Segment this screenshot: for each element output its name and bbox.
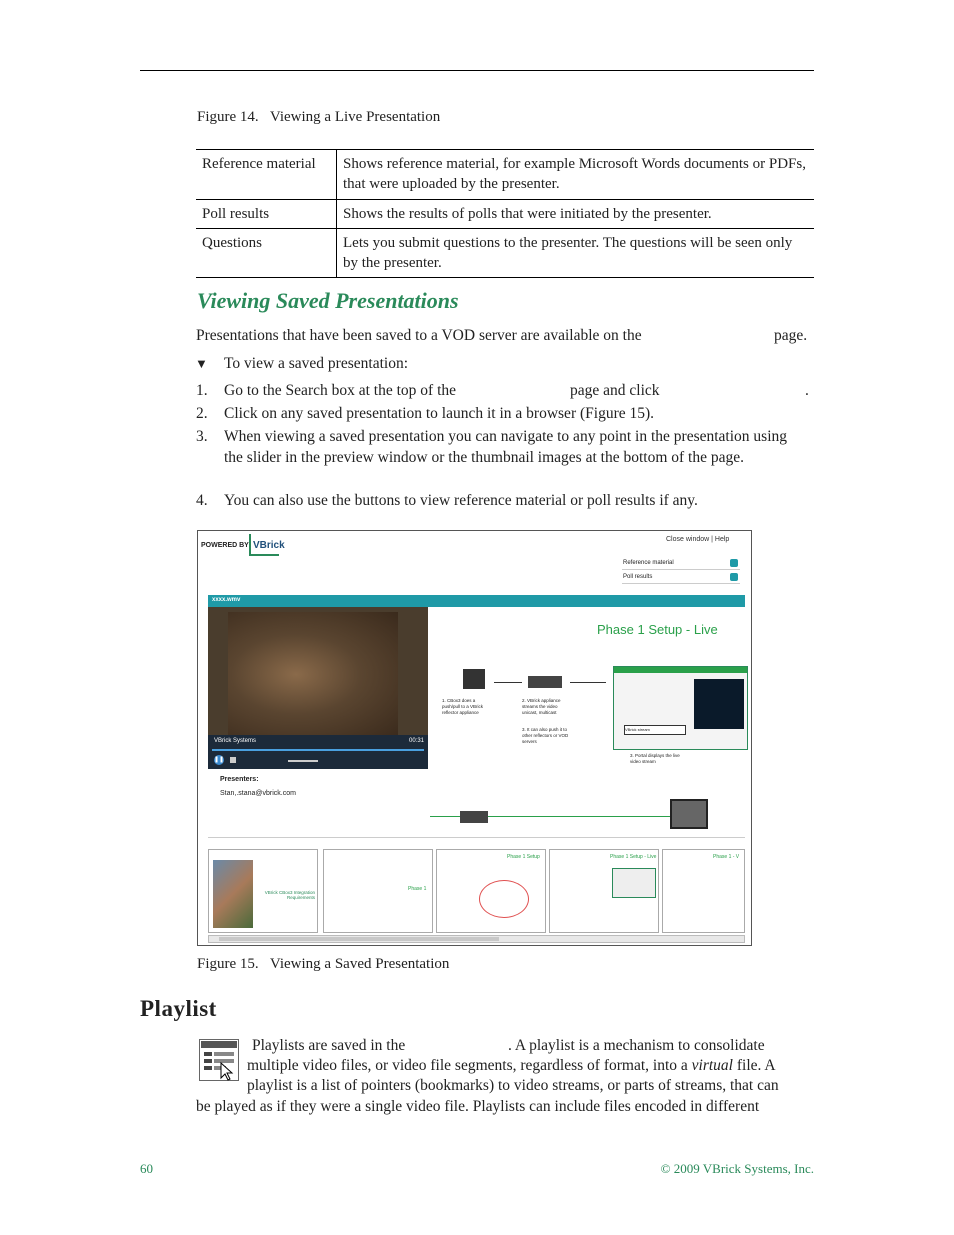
poll-results-label: Poll results	[623, 574, 653, 580]
volume-slider[interactable]	[288, 760, 318, 762]
table-row	[196, 229, 814, 278]
thumbnail-portal	[612, 868, 656, 898]
thumbnail-strip[interactable]	[208, 849, 745, 933]
step-text: You can also use the buttons to view reference material or poll results if any.	[224, 492, 698, 509]
close-window-text[interactable]: Close window	[666, 536, 710, 543]
table-cell-term: Poll results	[196, 200, 337, 229]
slide-step: 3. It can also push it to other reflectors or VOD servers	[522, 727, 569, 744]
thumbnail-label: Phase 1 Setup - Live	[610, 854, 657, 860]
table-row	[196, 150, 814, 200]
section-heading: Viewing Saved Presentations	[197, 288, 459, 313]
step-3	[0, 426, 954, 490]
table-cell-term: Reference material	[196, 150, 337, 200]
task-triangle-icon: ▼	[195, 356, 208, 371]
step-1-text-a: Go to the Search box at the top of the	[224, 382, 457, 399]
server-device-icon	[460, 811, 488, 823]
vbrick-logo: VBrick	[249, 534, 279, 556]
video-player[interactable]	[208, 607, 428, 769]
section-intro-a: Presentations that have been saved to a VOD server are available on the	[196, 327, 642, 344]
table-cell-desc: Lets you submit questions to the presenter. The questions will be seen only by the presenter.	[337, 229, 815, 278]
step-number: 2.	[196, 405, 208, 422]
thumbnail-label: Phase 1 - V	[713, 854, 740, 860]
thumbnail-label: Phase 1 Setup	[507, 854, 540, 860]
step-4	[0, 490, 954, 512]
video-controls	[208, 735, 428, 769]
video-time: 00:31	[408, 738, 424, 744]
seek-slider[interactable]	[212, 749, 424, 751]
powered-by-label: POWERED BY	[201, 542, 249, 549]
table-cell-desc: Shows reference material, for example Microsoft Words documents or PDFs, that were uploaded by the presenter.	[337, 150, 815, 200]
thumbnail-collage	[213, 860, 253, 928]
step-1	[0, 380, 954, 402]
playlist-icon-graphic	[199, 1039, 239, 1081]
reference-table	[196, 149, 814, 278]
monitor-icon	[670, 799, 708, 829]
playlist-line4: be played as if they were a single video file. Playlists can include files encoded in different	[196, 1098, 760, 1115]
presenter-name: Stan,.stana@vbrick.com	[220, 790, 296, 797]
task-title: To view a saved presentation:	[224, 355, 408, 372]
figure-15-title: Viewing a Saved Presentation	[269, 956, 450, 972]
step-1-text-b: page and click	[570, 382, 660, 399]
figure-14-title: Viewing a Live Presentation	[269, 109, 441, 125]
highlight-circle	[479, 880, 529, 918]
step-text: Click on any saved presentation to launch it in a browser (Figure 15).	[224, 405, 655, 422]
help-link[interactable]: Help	[714, 536, 730, 543]
playlist-line1-b: . A playlist is a mechanism to consolidate	[508, 1037, 765, 1054]
step-number: 3.	[196, 428, 208, 445]
step-1-text-c: .	[805, 382, 809, 399]
file-name: xxxx.wmv	[212, 597, 241, 603]
thumbnail[interactable]	[662, 849, 745, 933]
step-text: When viewing a saved presentation you can navigate to any point in the presentation using the slider in the preview window or the thumbnail images at the bottom of the page.	[224, 428, 788, 466]
divider	[208, 837, 745, 838]
thumbnail-scrollbar[interactable]	[208, 935, 745, 943]
thumbnail-label: Phase 1	[408, 886, 427, 892]
thumbnail-label: VBrick CBox3 Integration Requirements	[264, 890, 315, 900]
video-frame	[228, 612, 398, 737]
expand-icon[interactable]	[730, 559, 738, 567]
figure-14-label: Figure 14.	[197, 109, 259, 125]
video-brand: VBrick Systems	[214, 738, 257, 744]
playlist-heading: Playlist	[140, 996, 217, 1021]
playlist-line2-b: file. A	[736, 1057, 776, 1074]
figure-14-caption	[197, 109, 440, 126]
table-cell-desc: Shows the results of polls that were initiated by the presenter.	[337, 200, 815, 229]
table-row	[196, 200, 814, 229]
arrow-line	[570, 682, 606, 683]
reference-material-button[interactable]	[622, 559, 740, 570]
figure-15-label: Figure 15.	[197, 956, 259, 972]
appliance-device-icon	[528, 676, 562, 688]
playlist-line2-em: virtual	[691, 1057, 733, 1074]
thumbnail[interactable]	[323, 849, 433, 933]
saved-presentation-screenshot	[197, 530, 752, 946]
slide-step: 1. CBox3 does a push/pull to a VBrick reflector appliance	[442, 698, 484, 715]
scrollbar-thumb[interactable]	[219, 937, 499, 941]
poll-results-button[interactable]	[622, 573, 740, 584]
title-bar	[208, 595, 745, 607]
presenters-label: Presenters:	[220, 776, 259, 783]
slide-step: 2. VBrick appliance streams the video unicast, multicast	[522, 698, 561, 715]
step-number: 1.	[196, 382, 208, 399]
step-2	[0, 403, 954, 425]
table-cell-term: Questions	[196, 229, 337, 278]
playlist-line3: playlist is a list of pointers (bookmarks) to video streams, or parts of streams, that can	[247, 1077, 779, 1094]
figure-15-caption	[197, 956, 449, 973]
page-number: 60	[140, 1161, 153, 1176]
pause-icon[interactable]: ❚❚	[214, 757, 225, 763]
slide-step: 3. Portal displays the live video stream	[630, 753, 680, 764]
playlist-line2-a: multiple video files, or video file segments, regardless of format, into a	[247, 1057, 688, 1074]
playlist-line1-a: Playlists are saved in the	[252, 1037, 406, 1054]
close-window-link[interactable]	[666, 536, 729, 543]
playlist-line2	[247, 1055, 776, 1076]
playlist-icon	[199, 1039, 239, 1081]
top-rule	[140, 70, 814, 71]
thumbnail[interactable]	[436, 849, 546, 933]
reference-material-label: Reference material	[623, 560, 674, 566]
arrow-line	[494, 682, 522, 683]
portal-screenshot	[613, 666, 748, 750]
expand-icon[interactable]	[730, 573, 738, 581]
step-number: 4.	[196, 492, 208, 509]
stop-icon[interactable]	[230, 757, 236, 763]
slide-title: Phase 1 Setup - Live	[597, 622, 718, 637]
portal-video	[694, 679, 744, 729]
cbox-device-icon	[463, 669, 485, 689]
thumbnail[interactable]	[549, 849, 659, 933]
section-intro-b: page.	[774, 327, 808, 344]
thumbnail[interactable]	[208, 849, 318, 933]
portal-header	[614, 667, 747, 673]
copyright: © 2009 VBrick Systems, Inc.	[660, 1161, 814, 1176]
vbrick-stream-label: VBrick stream	[624, 725, 686, 735]
link-separator: |	[711, 536, 713, 543]
